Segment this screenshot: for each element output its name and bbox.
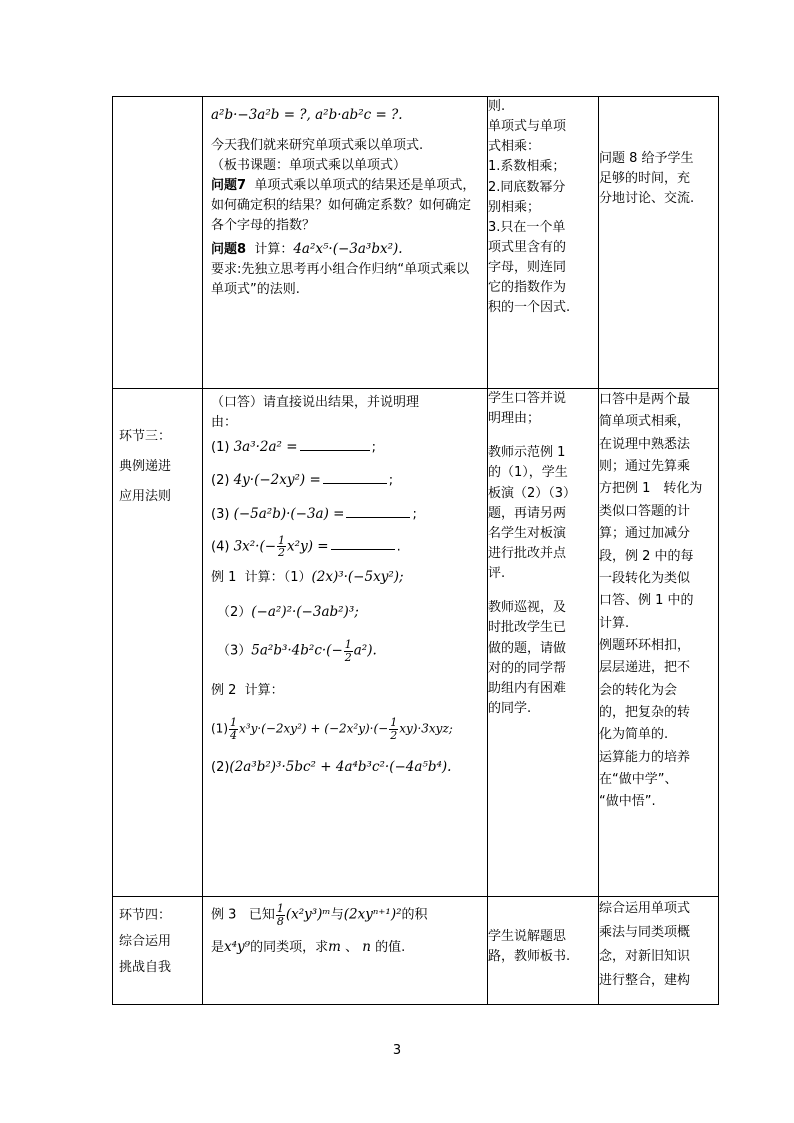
item-label: (2) <box>211 473 230 489</box>
text-line: 足够的时间，充 <box>599 171 691 187</box>
activity-cell: （口答）请直接说出结果，并说明理由： (1) 3a³·2a² = ; (2) 4y·(−2xy²) = ; (3) (−5a²b)·(−3a) = ; (4) 3x²·(− $\frac{1}{2}$ x²y) = . 例 1 计算：（1）(2x)³·(−5xy²); （2）(−a²)²·(−3ab²)³; （3）5a²b³·4b²c·(− $\frac{1}{2}$ a²). 例 2 计算： (1) $\frac{1}{4}$ x³y·(−2xy²) + (−2x²y)·(− $\frac{1}{2}$ xy)·3xyz; (2)(2a³b²)³·5bc² + 4a⁴b³c²·(−4a⁵b⁴). <box>203 389 488 897</box>
text-line: 1.系数相乘； <box>488 159 566 175</box>
text-line: 的同学. <box>488 700 532 716</box>
text-line: 乘法与同类项概 <box>599 925 691 941</box>
text-line: 则. <box>488 99 506 114</box>
item-label: (1) <box>211 440 230 456</box>
requirement-text: 要求:先独立思考再小组合作归纳“单项式乘以单项式”的法则. <box>211 261 470 297</box>
design-intent-cell <box>599 897 719 1005</box>
text-line: 学生口答并说 <box>488 391 567 406</box>
text-line: 它的指数作为 <box>488 280 567 296</box>
text: 的积 <box>401 907 428 923</box>
fraction: $\frac{1}{2}$ <box>278 533 286 560</box>
q8-label: 问题8 <box>211 241 247 257</box>
q8-prefix: 计算： <box>254 241 294 257</box>
table-row <box>113 389 719 897</box>
oral-expr-4: 3x²·(− <box>233 538 277 555</box>
text-line: 评. <box>488 566 506 582</box>
example-label: 例 3 <box>211 907 237 923</box>
stage-label: 环节三： <box>119 429 172 444</box>
text-line: 进行批改并点 <box>488 545 567 561</box>
ex1-expr-3-tail: a²). <box>353 642 377 659</box>
example-label: 例 2 <box>211 683 237 699</box>
text-line: 方把例 1 转化为 <box>599 481 703 497</box>
item-label: (3) <box>211 506 230 522</box>
table-row <box>113 897 719 1005</box>
item-label: (2) <box>211 760 230 776</box>
stage-cell <box>113 97 203 389</box>
ex2-expr-1: x³y·(−2xy²) + (−2x²y)·(− <box>239 721 389 736</box>
ex1-expr-3: 5a²b³·4b²c·(− <box>251 642 343 659</box>
text-line: 口答、例 1 中的 <box>599 593 694 609</box>
text-line: 的，把复杂的转 <box>599 705 691 721</box>
text: 、 <box>345 940 359 956</box>
text-line: 题，再请另两 <box>488 505 567 521</box>
text-line: 类似口答题的计 <box>599 503 691 519</box>
text-line: 在说理中熟悉法 <box>599 436 691 452</box>
text-line: 路，教师板书. <box>488 949 571 965</box>
text-line: 式相乘： <box>488 139 541 155</box>
oral-expr-3: (−5a²b)·(−3a) = <box>233 505 345 522</box>
page-number: 3 <box>392 1043 402 1058</box>
text-line: 简单项式相乘， <box>599 414 691 430</box>
text-line: 板演（2）（3） <box>488 485 577 501</box>
student-activity-cell <box>488 389 599 897</box>
text-line: 的（1），学生 <box>488 465 568 481</box>
text-line: 化为简单的. <box>599 727 669 743</box>
board-title: （板书课题：单项式乘以单项式） <box>211 158 407 174</box>
table-row <box>113 97 719 389</box>
item-label: （2） <box>217 604 252 620</box>
q8-expr: 4a²x⁵·(−3a³bx²). <box>293 240 403 257</box>
stage-label: 综合运用 <box>119 934 172 950</box>
ex2-expr-1-tail: xy)·3xyz; <box>399 721 453 736</box>
text: 的值. <box>375 940 406 956</box>
fraction: $\frac{1}{8}$ <box>276 902 284 928</box>
text-line: 进行整合，建构 <box>599 973 691 989</box>
q7-text: 单项式乘以单项式的结果还是单项式，如何确定积的结果？如何确定系数？如何确定各个字母的指数？ <box>211 178 476 234</box>
stage-label: 挑战自我 <box>119 960 172 976</box>
var-m: m <box>328 939 341 956</box>
stage-cell <box>113 897 203 1005</box>
var-n: n <box>362 939 371 956</box>
text-line: 则；通过先算乘 <box>599 459 691 475</box>
text-line: 积的一个因式. <box>488 300 571 316</box>
oral-intro: （口答）请直接说出结果，并说明理由： <box>211 395 420 431</box>
text-line: 算；通过加减分 <box>599 526 691 542</box>
oral-expr-1: 3a³·2a² = <box>233 439 298 456</box>
text-line: 在“做中学”、 <box>599 772 678 788</box>
fraction: $\frac{1}{2}$ <box>344 638 352 664</box>
oral-expr-4-tail: x²y) = <box>287 538 329 555</box>
text-line: 念，对新旧知识 <box>599 949 691 965</box>
text-line: 会的转化为会 <box>599 682 678 698</box>
text-line: 段，例 2 中的每 <box>599 548 694 564</box>
text-line: 运算能力的培养 <box>599 749 691 765</box>
answer-blank <box>300 450 370 451</box>
example-prefix: 计算： <box>244 569 284 585</box>
activity-cell <box>203 97 488 389</box>
text-line: 名学生对板演 <box>488 525 567 541</box>
text-line: 层层递进，把不 <box>599 660 691 676</box>
intro-text: 今天我们就来研究单项式乘以单项式. <box>211 137 424 153</box>
text-line: 项式里含有的 <box>488 239 567 255</box>
expr-line: a²b·−3a²b = ?, a²b·ab²c = ?. <box>211 107 403 123</box>
ex1-expr-2: (−a²)²·(−3ab²)³; <box>251 603 359 620</box>
text-line: 计算. <box>599 615 630 631</box>
oral-expr-2: 4y·(−2xy²) = <box>233 472 321 489</box>
lesson-table <box>112 96 719 1005</box>
item-label: （3） <box>217 643 252 659</box>
item-label: (1) <box>211 721 228 736</box>
text-line: 明理由； <box>488 411 541 427</box>
stage-label: 应用法则 <box>119 489 172 505</box>
text-line: 单项式与单项 <box>488 119 567 135</box>
text-line: 对的的同学帮 <box>488 660 567 676</box>
design-intent-cell <box>599 97 719 389</box>
stage-label: 环节四： <box>119 908 172 923</box>
example-prefix: 计算： <box>244 683 284 699</box>
ex3-expr-a: (x²y³)ᵐ <box>285 906 331 923</box>
text-line: 综合运用单项式 <box>599 901 691 916</box>
item-label: （1） <box>283 569 312 585</box>
text-line: 助组内有困难 <box>488 680 567 696</box>
text-line: 教师巡视，及 <box>488 600 567 616</box>
item-label: (4) <box>211 539 230 555</box>
text: 与 <box>330 907 344 923</box>
activity-cell <box>203 897 488 1005</box>
ex2-expr-2: (2a³b²)³·5bc² + 4a⁴b³c²·(−4a⁵b⁴). <box>229 759 452 776</box>
text-line: 2.同底数幂分 <box>488 179 566 195</box>
example-label: 例 1 <box>211 569 237 585</box>
text-line: 做的题，请做 <box>488 640 567 656</box>
design-intent-cell <box>599 389 719 897</box>
text-line: “做中悟”. <box>599 794 656 810</box>
text: 是 <box>211 940 225 956</box>
answer-blank <box>346 517 410 518</box>
answer-blank <box>323 483 387 484</box>
fraction: $\frac{1}{2}$ <box>390 716 398 742</box>
text-line: 别相乘； <box>488 199 541 215</box>
text-line: 例题环环相扣， <box>599 637 691 653</box>
student-activity-cell <box>488 897 599 1005</box>
stage-cell <box>113 389 203 897</box>
text-line: 分地讨论、交流. <box>599 191 695 207</box>
text: 已知 <box>248 907 275 923</box>
stage-label: 典例递进 <box>119 459 172 475</box>
text-line: 3.只在一个单 <box>488 219 566 235</box>
ex1-expr-1: (2x)³·(−5xy²); <box>311 568 404 585</box>
fraction: $\frac{1}{4}$ <box>230 716 237 742</box>
student-activity-cell <box>488 97 599 389</box>
text-line: 学生说解题思 <box>488 929 567 944</box>
text-line: 口答中是两个最 <box>599 392 691 407</box>
ex3-expr-c: x⁴y⁹ <box>224 939 251 956</box>
q7-label: 问题7 <box>211 178 247 194</box>
text-line: 问题 8 给予学生 <box>599 151 694 166</box>
text-line: 教师示范例 1 <box>488 445 566 461</box>
ex3-expr-b: (2xyⁿ⁺¹)² <box>343 906 402 923</box>
text-line: 时批改学生已 <box>488 620 567 636</box>
text-line: 一段转化为类似 <box>599 570 691 586</box>
answer-blank <box>331 549 395 550</box>
text-line: 字母，则连同 <box>488 260 567 276</box>
text: 的同类项，求 <box>250 940 329 956</box>
